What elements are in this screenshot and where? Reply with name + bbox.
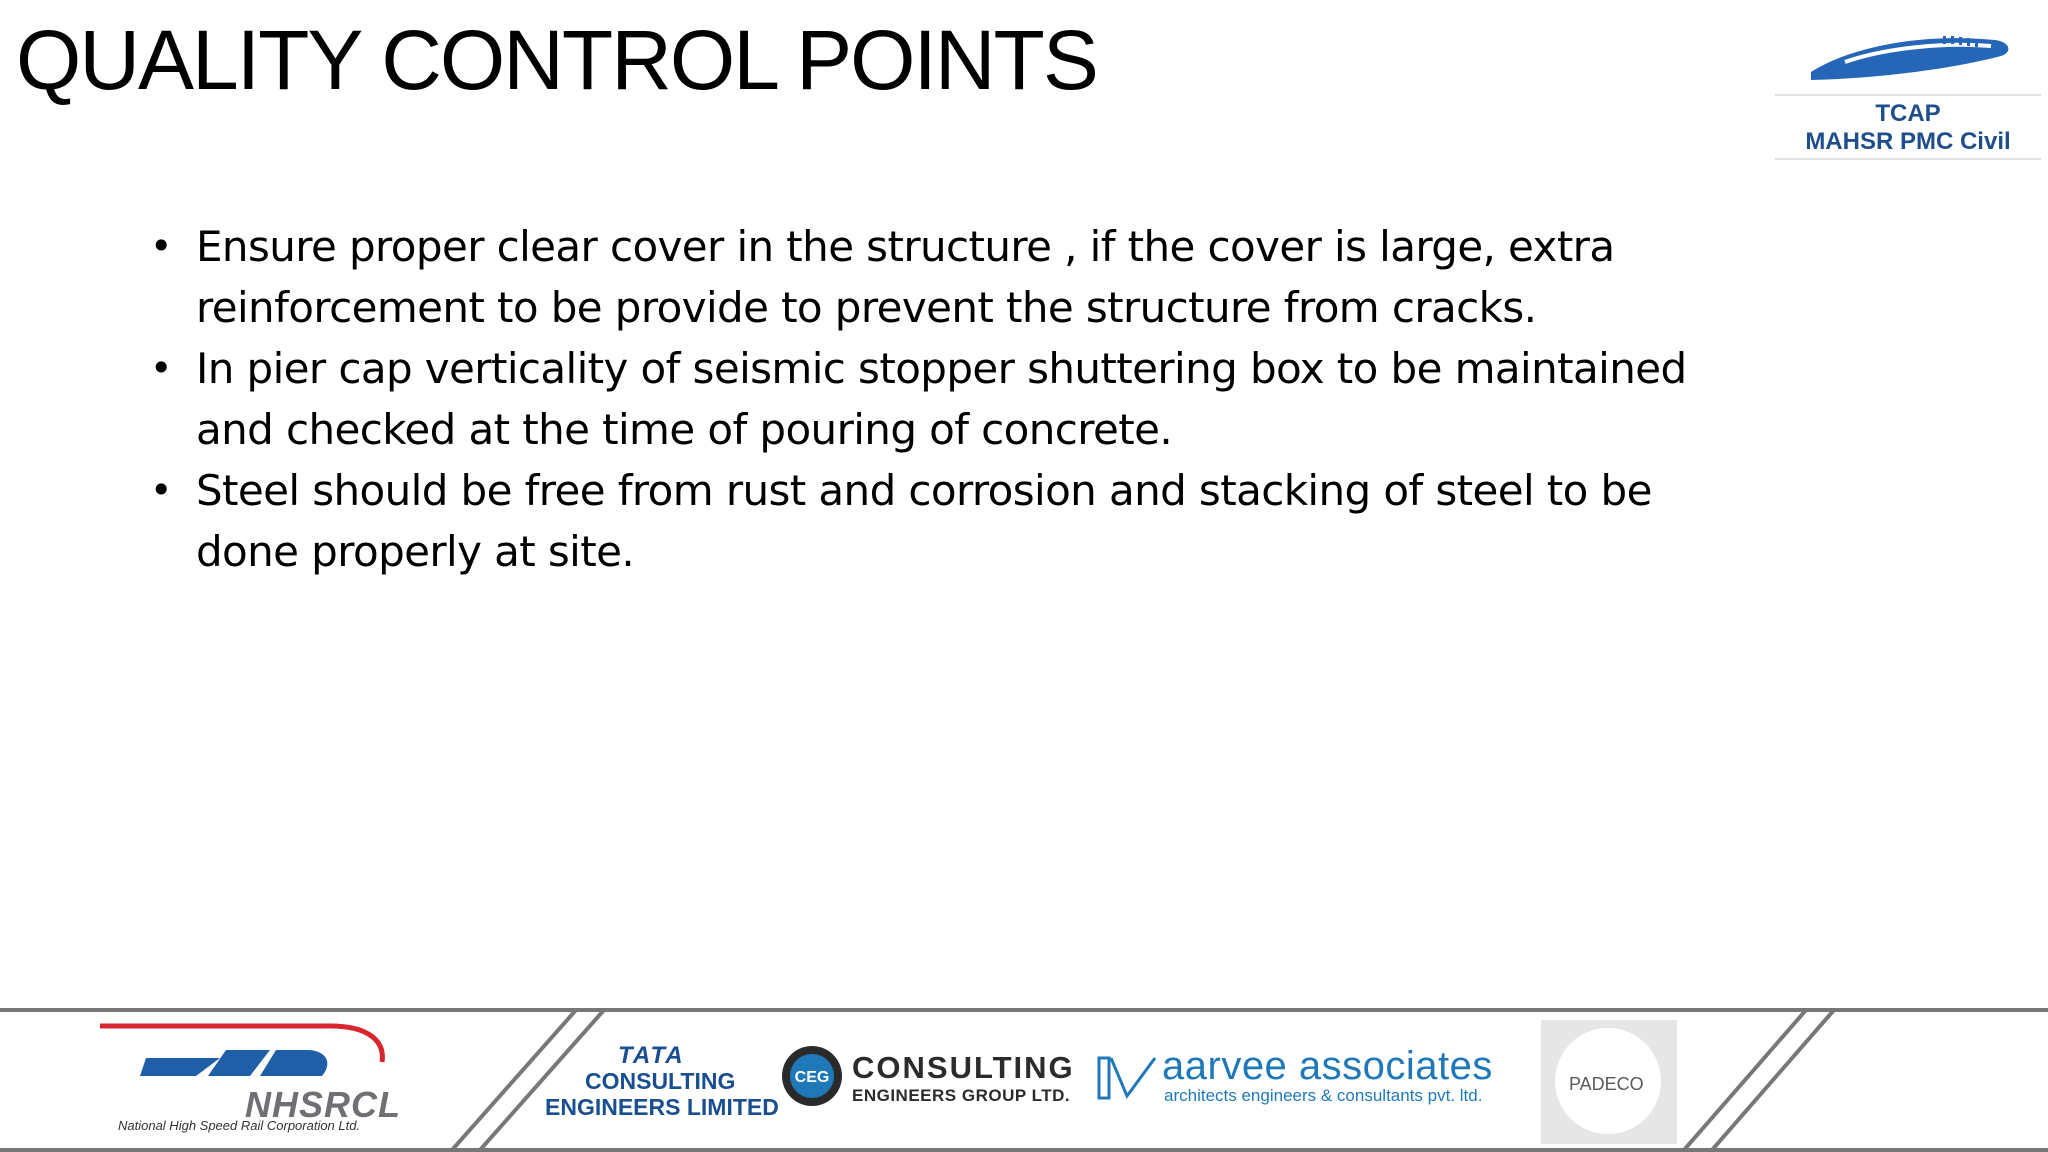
logo-divider-bottom bbox=[1775, 158, 2041, 160]
logo-line-2: MAHSR PMC Civil bbox=[1805, 128, 2011, 155]
ceg-badge-icon bbox=[780, 1044, 844, 1108]
bullet-item bbox=[150, 338, 1750, 460]
bullet-line: reinforcement to be provide to prevent the structure from cracks. bbox=[196, 283, 1537, 332]
bullet-line: Steel should be free from rust and corrosion and stacking of steel to be bbox=[196, 466, 1652, 515]
bullet-item bbox=[150, 460, 1750, 582]
tata-line-2: CONSULTING bbox=[585, 1068, 736, 1094]
tata-wordmark: TATA bbox=[618, 1042, 685, 1069]
bullet-line: Ensure proper clear cover in the structure , if the cover is large, extra bbox=[196, 222, 1615, 271]
tata-line-3: ENGINEERS LIMITED bbox=[545, 1094, 779, 1120]
logo-divider bbox=[1775, 94, 2041, 96]
tcap-logo bbox=[1775, 22, 2041, 162]
bullet-dot: • bbox=[150, 346, 172, 390]
bullet-list bbox=[150, 216, 1750, 582]
bullet-train-icon bbox=[1805, 22, 2015, 90]
aarvee-name: aarvee associates bbox=[1162, 1044, 1493, 1088]
bullet-dot: • bbox=[150, 224, 172, 268]
bullet-line: and checked at the time of pouring of concrete. bbox=[196, 405, 1173, 454]
bullet-line: done properly at site. bbox=[196, 527, 635, 576]
aarvee-tagline: architects engineers & consultants pvt. ltd. bbox=[1164, 1086, 1483, 1105]
slide-title: QUALITY CONTROL POINTS bbox=[16, 13, 1097, 107]
aarvee-mark-icon bbox=[1097, 1056, 1157, 1100]
nhsrcl-name: NHSRCL bbox=[245, 1084, 401, 1125]
padeco-logo bbox=[1541, 1020, 1677, 1144]
bullet-item bbox=[150, 216, 1750, 338]
ceg-line-2: ENGINEERS GROUP LTD. bbox=[852, 1086, 1071, 1105]
ceg-line-1: CONSULTING bbox=[852, 1050, 1075, 1085]
nhsrcl-full-name: National High Speed Rail Corporation Ltd. bbox=[118, 1118, 361, 1133]
svg-text:CEG: CEG bbox=[794, 1069, 830, 1086]
bullet-dot: • bbox=[150, 468, 172, 512]
footer-logo-strip bbox=[0, 1000, 2048, 1152]
nhsrcl-rail-icon bbox=[100, 1022, 390, 1092]
bullet-line: In pier cap verticality of seismic stopper shuttering box to be maintained bbox=[196, 344, 1687, 393]
padeco-name: PADECO bbox=[1569, 1074, 1644, 1094]
logo-line-1: TCAP bbox=[1875, 100, 1941, 127]
